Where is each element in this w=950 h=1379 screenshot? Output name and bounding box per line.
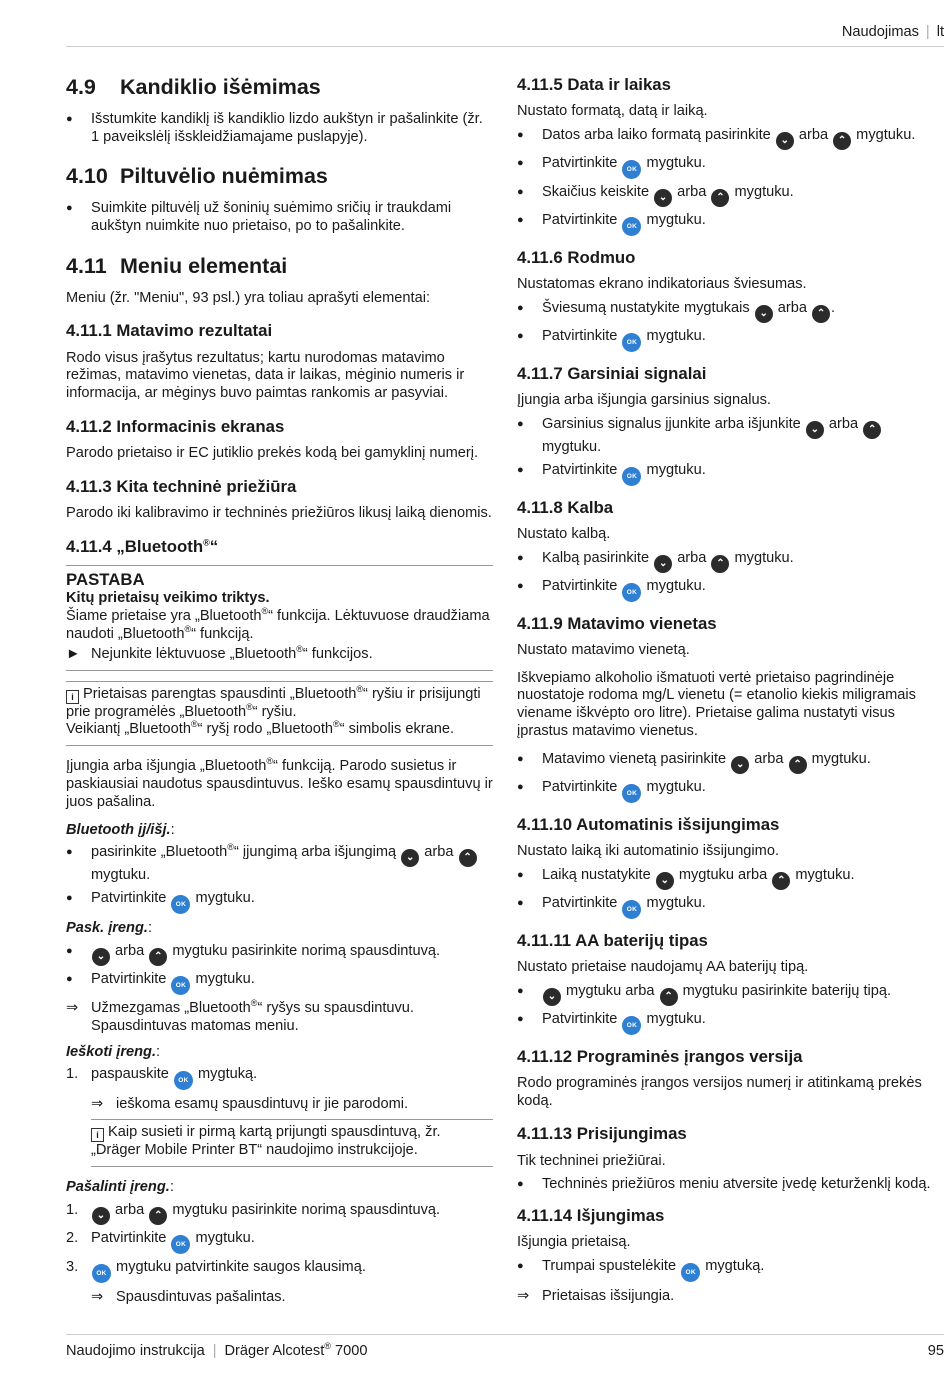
chevron-up-button-icon: ⌃ bbox=[711, 189, 729, 207]
list-item: ● Patvirtinkite OK mygtuku. bbox=[517, 212, 945, 236]
chevron-down-button-icon: ⌄ bbox=[654, 555, 672, 573]
ok-button-icon: OK bbox=[92, 1264, 111, 1283]
list-item: ● ⌄ mygtuku arba ⌃ mygtuku pasirinkite baterijų tipą. bbox=[517, 983, 945, 1006]
heading-4-11-13: 4.11.13 Prisijungimas bbox=[517, 1124, 687, 1144]
paragraph: Įjungia arba išjungia „Bluetooth®“ funkciją. Parodo susietus ir paskiausiai naudotus spausdintuvus. Ieško esamų spausdintuvų ir juos pašalina. bbox=[66, 756, 493, 810]
heading-4-11-14: 4.11.14 Išjungimas bbox=[517, 1206, 665, 1226]
paragraph: Išjungia prietaisą. bbox=[517, 1234, 631, 1251]
paragraph: Nustato matavimo vienetą. bbox=[517, 641, 690, 658]
note-action: ► Nejunkite lėktuvuose „Bluetooth®“ funkcijos. bbox=[66, 644, 373, 662]
paragraph: Parodo prietaiso ir EC jutiklio prekės kodą bei gamyklinį numerį. bbox=[66, 445, 479, 462]
list-item: 1. ⌄ arba ⌃ mygtuku pasirinkite norimą spausdintuvą. bbox=[66, 1202, 493, 1225]
header-lang: lt bbox=[936, 24, 944, 40]
result-arrow-icon: ⇒ bbox=[66, 1000, 79, 1017]
paragraph: Iškvepiamo alkoholio išmatuoti vertė prietaiso pagrindinėje nuostatoje rodoma mg/L vienetu (= etanolio kiekis miligramais viename iškvėpto oro litre). Prietaise galima nustatyti visus įprastus matavimo vienetus. bbox=[517, 669, 916, 739]
right-column bbox=[517, 75, 945, 1311]
paragraph: Nustato laiką iki automatinio išsijungimo. bbox=[517, 842, 779, 859]
list-item: ● Patvirtinkite OK mygtuku. bbox=[517, 155, 945, 179]
list-item: ● Kalbą pasirinkite ⌄ arba ⌃ mygtuku. bbox=[517, 550, 945, 573]
paragraph: Nustatomas ekrano indikatoriaus šviesumas. bbox=[517, 276, 807, 293]
header-section: Naudojimas bbox=[841, 24, 919, 40]
list-item: ● Patvirtinkite OK mygtuku. bbox=[66, 971, 493, 995]
chevron-up-button-icon: ⌃ bbox=[789, 756, 807, 774]
list-item: ● Patvirtinkite OK mygtuku. bbox=[517, 578, 945, 602]
paragraph: Rodo programinės įrangos versijos numerį ir atitinkamą prekės kodą. bbox=[517, 1074, 922, 1109]
result-arrow-icon: ⇒ bbox=[517, 1288, 530, 1305]
chevron-up-button-icon: ⌃ bbox=[772, 872, 790, 890]
info-icon: i bbox=[66, 690, 79, 704]
list-item: ● Laiką nustatykite ⌄ mygtuku arba ⌃ mygtuku. bbox=[517, 867, 945, 890]
chevron-down-button-icon: ⌄ bbox=[401, 849, 419, 867]
ok-button-icon: OK bbox=[622, 333, 641, 352]
heading-4-11-8: 4.11.8 Kalba bbox=[517, 497, 614, 517]
list-item: 1. paspauskite OK mygtuką. bbox=[66, 1066, 493, 1090]
result-line: ⇒ Prietaisas išsijungia. bbox=[517, 1288, 675, 1305]
ok-button-icon: OK bbox=[171, 976, 190, 995]
list-item: ● Išstumkite kandiklį iš kandiklio lizdo aukštyn ir pašalinkite (žr. 1 paveikslėlį išskleidžiamajame puslapyje). bbox=[66, 111, 493, 147]
list-item: ● Patvirtinkite OK mygtuku. bbox=[517, 462, 945, 486]
ok-button-icon: OK bbox=[622, 1016, 641, 1035]
result-arrow-icon: ⇒ bbox=[91, 1288, 104, 1305]
label-search-devices: Ieškoti įreng.: bbox=[66, 1043, 161, 1060]
paragraph: Nustato prietaise naudojamų AA baterijų tipą. bbox=[517, 958, 809, 975]
chevron-down-button-icon: ⌄ bbox=[656, 872, 674, 890]
heading-4-11-1: 4.11.1 Matavimo rezultatai bbox=[66, 321, 273, 341]
paragraph: Nustato formatą, datą ir laiką. bbox=[517, 103, 708, 120]
paragraph: Meniu (žr. "Meniu", 93 psl.) yra toliau aprašyti elementai: bbox=[66, 289, 431, 306]
note-heading: Kitų prietaisų veikimo triktys. bbox=[66, 590, 270, 607]
heading-4-11-11: 4.11.11 AA baterijų tipas bbox=[517, 930, 708, 950]
ok-button-icon: OK bbox=[622, 583, 641, 602]
list-item: ● Patvirtinkite OK mygtuku. bbox=[517, 895, 945, 919]
heading-4-11-5: 4.11.5 Data ir laikas bbox=[517, 75, 671, 94]
paragraph: Įjungia arba išjungia garsinius signalus. bbox=[517, 392, 771, 409]
ok-button-icon: OK bbox=[171, 1235, 190, 1254]
label-paired-devices: Pask. įreng.: bbox=[66, 920, 152, 937]
chevron-up-button-icon: ⌃ bbox=[711, 555, 729, 573]
result-line: ⇒ Užmezgamas „Bluetooth®“ ryšys su spausdintuvu. Spausdintuvas matomas meniu. bbox=[66, 998, 414, 1034]
list-item: ● ⌄ arba ⌃ mygtuku pasirinkite norimą spausdintuvą. bbox=[66, 943, 493, 966]
note-box bbox=[66, 565, 493, 671]
chevron-up-button-icon: ⌃ bbox=[660, 988, 678, 1006]
ok-button-icon: OK bbox=[622, 467, 641, 486]
result-arrow-icon: ⇒ bbox=[91, 1096, 104, 1113]
list-item: ● Patvirtinkite OK mygtuku. bbox=[517, 1011, 945, 1035]
list-item: ● Patvirtinkite OK mygtuku. bbox=[66, 890, 493, 914]
heading-4-11-7: 4.11.7 Garsiniai signalai bbox=[517, 363, 707, 383]
triangle-arrow-icon: ► bbox=[66, 645, 81, 662]
info-icon: i bbox=[91, 1128, 104, 1142]
ok-button-icon: OK bbox=[681, 1263, 700, 1282]
chevron-up-button-icon: ⌃ bbox=[459, 849, 477, 867]
header-rule bbox=[66, 46, 944, 47]
chevron-up-button-icon: ⌃ bbox=[149, 948, 167, 966]
info-box: i Kaip susieti ir pirmą kartą prijungti spausdintuvą, žr. „Dräger Mobile Printer BT“ naudojimo instrukcijoje. bbox=[91, 1119, 493, 1167]
list-item: ● Trumpai spustelėkite OK mygtuką. bbox=[517, 1258, 945, 1282]
chevron-down-button-icon: ⌄ bbox=[92, 1207, 110, 1225]
chevron-up-button-icon: ⌃ bbox=[863, 421, 881, 439]
paragraph: Rodo visus įrašytus rezultatus; kartu nurodomas matavimo režimas, matavimo vienetas, data ir laikas, mėginio numeris ir informacija, ar mėginys buvo paimtas rankomis ar pasyviai. bbox=[66, 349, 465, 402]
chevron-down-button-icon: ⌄ bbox=[654, 189, 672, 207]
chevron-down-button-icon: ⌄ bbox=[806, 421, 824, 439]
paragraph: Parodo iki kalibravimo ir techninės priežiūros likusį laiką dienomis. bbox=[66, 505, 492, 522]
ok-button-icon: OK bbox=[622, 160, 641, 179]
header-divider: | bbox=[925, 24, 930, 40]
running-header bbox=[842, 24, 944, 42]
list-item: ● Šviesumą nustatykite mygtukais ⌄ arba ⌃ . bbox=[517, 300, 945, 323]
heading-4-11-6: 4.11.6 Rodmuo bbox=[517, 247, 636, 267]
footer-rule bbox=[66, 1334, 944, 1335]
ok-button-icon: OK bbox=[622, 217, 641, 236]
list-item: ● Matavimo vienetą pasirinkite ⌄ arba ⌃ mygtuku. bbox=[517, 751, 945, 774]
paragraph: Nustato kalbą. bbox=[517, 525, 611, 542]
info-box: i Prietaisas parengtas spausdinti „Bluetooth®“ ryšiu ir prisijungti prie programėlės „Bluetooth®“ ryšiu. Veikiantį „Bluetooth®“ ryšį rodo „Bluetooth®“ simbolis ekrane. bbox=[66, 681, 493, 747]
note-title: PASTABA bbox=[66, 569, 145, 589]
heading-4-11-9: 4.11.9 Matavimo vienetas bbox=[517, 613, 717, 633]
chevron-down-button-icon: ⌄ bbox=[543, 988, 561, 1006]
list-item: ● Techninės priežiūros meniu atversite įvedę keturženklį kodą. bbox=[517, 1176, 945, 1194]
chevron-up-button-icon: ⌃ bbox=[833, 132, 851, 150]
left-column bbox=[66, 75, 493, 1312]
chevron-down-button-icon: ⌄ bbox=[731, 756, 749, 774]
ok-button-icon: OK bbox=[174, 1071, 193, 1090]
list-item: ● Garsinius signalus įjunkite arba išjunkite ⌄ arba ⌃ mygtuku. bbox=[517, 416, 945, 457]
heading-4-9: 4.9 Kandiklio išėmimas bbox=[66, 75, 321, 99]
chevron-down-button-icon: ⌄ bbox=[776, 132, 794, 150]
list-item: ● pasirinkite „Bluetooth®“ įjungimą arba išjungimą ⌄ arba ⌃ mygtuku. bbox=[66, 844, 493, 885]
chevron-down-button-icon: ⌄ bbox=[755, 305, 773, 323]
paragraph: Tik techninei priežiūrai. bbox=[517, 1152, 666, 1169]
result-line: ⇒ ieškoma esamų spausdintuvų ir jie parodomi. bbox=[91, 1096, 409, 1113]
chevron-up-button-icon: ⌃ bbox=[812, 305, 830, 323]
note-text: Šiame prietaise yra „Bluetooth®“ funkcija. Lėktuvuose draudžiama naudoti „Bluetooth®“ funkciją. bbox=[66, 606, 490, 643]
list-item: ● Patvirtinkite OK mygtuku. bbox=[517, 328, 945, 352]
chevron-down-button-icon: ⌄ bbox=[92, 948, 110, 966]
heading-4-11-10: 4.11.10 Automatinis išsijungimas bbox=[517, 814, 780, 834]
result-line: ⇒ Spausdintuvas pašalintas. bbox=[91, 1288, 286, 1305]
list-item: ● Suimkite piltuvėlį už šoninių suėmimo sričių ir traukdami aukštyn nuimkite nuo prietaiso, po to pašalinkite. bbox=[66, 200, 493, 236]
heading-4-11-4: 4.11.4 „Bluetooth®“ bbox=[66, 536, 219, 556]
label-remove-device: Pašalinti įreng.: bbox=[66, 1179, 174, 1196]
footer-left: Naudojimo instrukcija | Dräger Alcotest® 7000 bbox=[66, 1341, 368, 1359]
heading-4-11: 4.11 Meniu elementai bbox=[66, 253, 288, 278]
list-item: ● Datos arba laiko formatą pasirinkite ⌄ arba ⌃ mygtuku. bbox=[517, 127, 945, 150]
page-number: 95 bbox=[927, 1343, 944, 1359]
ok-button-icon: OK bbox=[622, 784, 641, 803]
ok-button-icon: OK bbox=[171, 895, 190, 914]
list-item: 2. Patvirtinkite OK mygtuku. bbox=[66, 1230, 493, 1254]
chevron-up-button-icon: ⌃ bbox=[149, 1207, 167, 1225]
label-bluetooth-onoff: Bluetooth įj/išj.: bbox=[66, 821, 175, 838]
heading-4-11-2: 4.11.2 Informacinis ekranas bbox=[66, 416, 285, 436]
list-item: 3. OK mygtuku patvirtinkite saugos klausimą. bbox=[66, 1259, 493, 1283]
list-item: ● Patvirtinkite OK mygtuku. bbox=[517, 779, 945, 803]
ok-button-icon: OK bbox=[622, 900, 641, 919]
heading-4-10: 4.10 Piltuvėlio nuėmimas bbox=[66, 164, 328, 189]
list-item: ● Skaičius keiskite ⌄ arba ⌃ mygtuku. bbox=[517, 184, 945, 207]
heading-4-11-3: 4.11.3 Kita techninė priežiūra bbox=[66, 476, 297, 496]
heading-4-11-12: 4.11.12 Programinės įrangos versija bbox=[517, 1046, 803, 1066]
